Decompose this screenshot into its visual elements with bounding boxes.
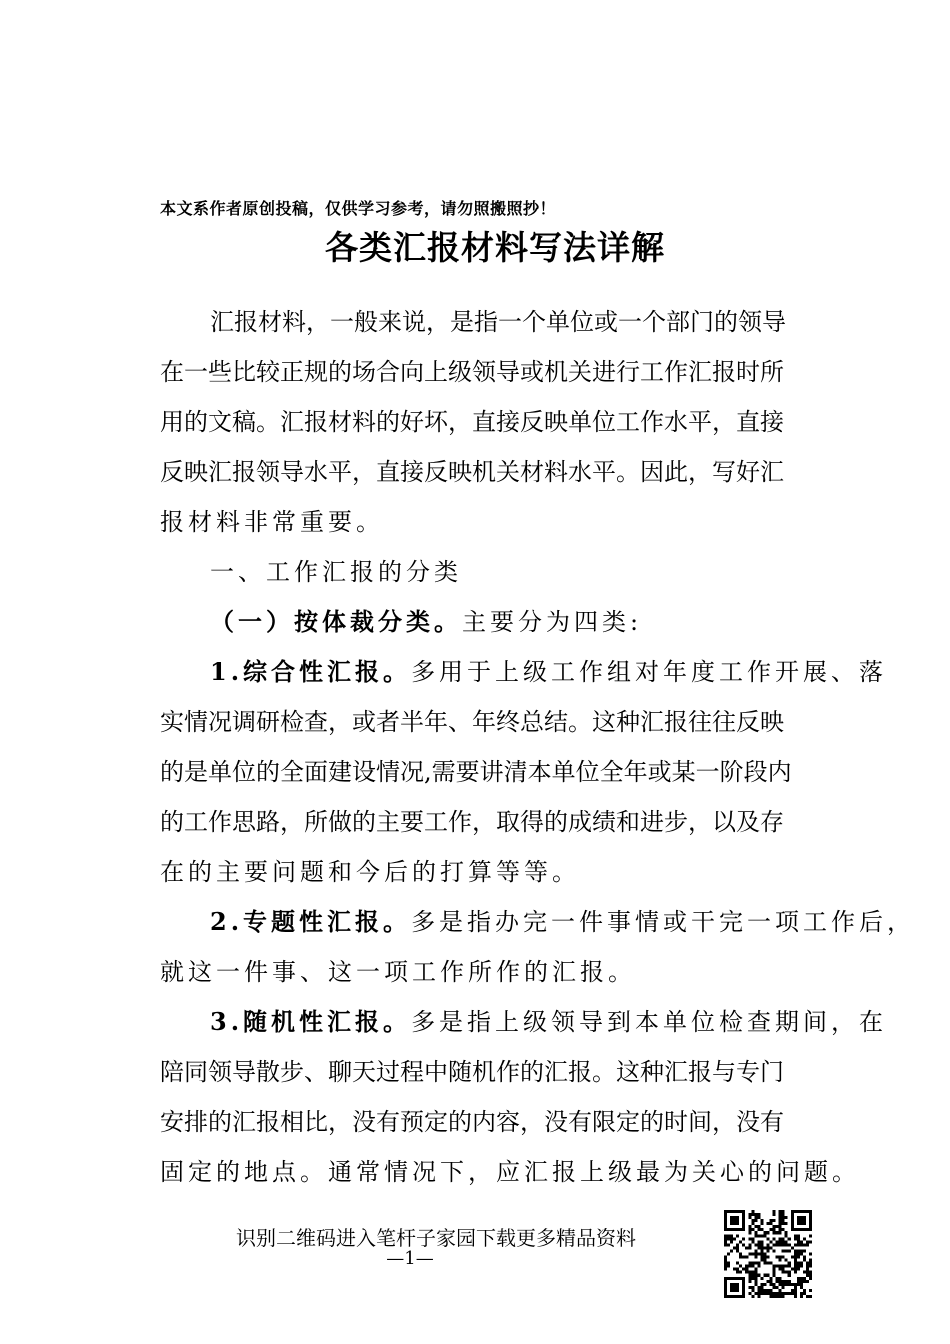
copyright-notice: 本文系作者原创投稿，仅供学习参考，请勿照搬照抄！ [160, 199, 557, 218]
paragraph-line: 汇报材料，一般来说，是指一个单位或一个部门的领导 [210, 308, 786, 336]
subsection-text: 主要分为四类: [462, 608, 643, 636]
paragraph-line: 固定的地点。通常情况下，应汇报上级最为关心的问题。 [160, 1158, 860, 1186]
item-heading-line [160, 902, 916, 952]
page-number: —1— [386, 1248, 434, 1269]
paragraph-line: 的工作思路，所做的主要工作，取得的成绩和进步，以及存 [160, 808, 784, 836]
paragraph-line: 在的主要问题和今后的打算等等。 [160, 858, 580, 886]
subsection-label: （一）按体裁分类。 [210, 607, 462, 636]
footer-promo-text: 识别二维码进入笔杆子家园下载更多精品资料 [236, 1226, 636, 1250]
item-label: 1.综合性汇报。 [210, 657, 412, 686]
item-text: 多是指办完一件事情或干完一项工作后， [411, 908, 916, 936]
paragraph-line: 安排的汇报相比，没有预定的内容，没有限定的时间，没有 [160, 1108, 784, 1136]
paragraph-line: 报材料非常重要。 [160, 508, 384, 536]
section-heading: 一、工作汇报的分类 [210, 558, 462, 586]
qr-code-icon[interactable] [724, 1210, 812, 1298]
document-title: 各类汇报材料写法详解 [325, 228, 665, 267]
paragraph-line: 陪同领导散步、聊天过程中随机作的汇报。这种汇报与专门 [160, 1058, 784, 1086]
document-body [160, 302, 916, 1202]
item-heading-line [160, 1002, 888, 1052]
paragraph-line: 实情况调研检查，或者半年、年终总结。这种汇报往往反映 [160, 708, 784, 736]
item-label: 3.随机性汇报。 [210, 1007, 412, 1036]
paragraph-line: 反映汇报领导水平，直接反映机关材料水平。因此，写好汇 [160, 458, 784, 486]
item-label: 2.专题性汇报。 [210, 907, 412, 936]
paragraph-line: 在一些比较正规的场合向上级领导或机关进行工作汇报时所 [160, 358, 784, 386]
paragraph-line: 就这一件事、这一项工作所作的汇报。 [160, 958, 636, 986]
item-heading-line [160, 652, 888, 702]
item-text: 多是指上级领导到本单位检查期间，在 [411, 1008, 888, 1036]
paragraph-line: 用的文稿。汇报材料的好坏，直接反映单位工作水平，直接 [160, 408, 784, 436]
subsection-heading [160, 602, 832, 652]
item-text: 多用于上级工作组对年度工作开展、落 [411, 658, 888, 686]
paragraph-line: 的是单位的全面建设情况,需要讲清本单位全年或某一阶段内 [160, 758, 792, 786]
